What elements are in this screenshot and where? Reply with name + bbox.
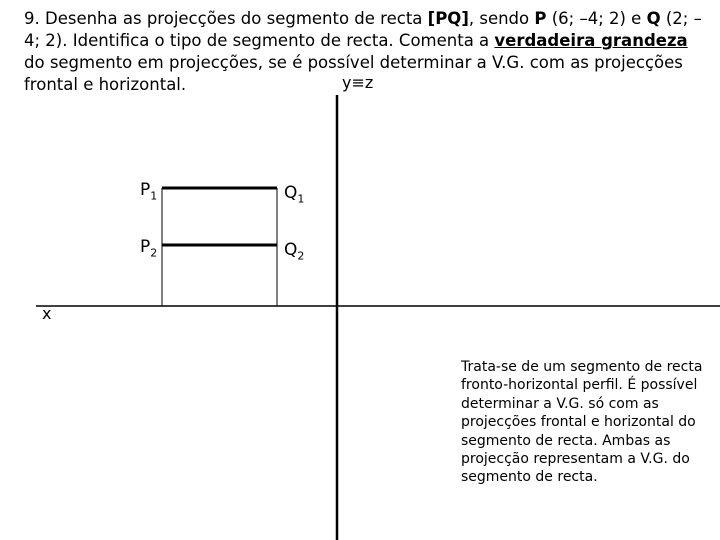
label-q2: $Q_2$	[284, 240, 305, 263]
axis-label-x: x	[42, 304, 52, 323]
segment-name: [PQ]	[427, 9, 469, 28]
axis-label-yz: y≡z	[342, 73, 374, 92]
label-p2: $P_2$	[140, 237, 158, 260]
true-size-term: verdadeira grandeza	[494, 31, 688, 50]
answer-text: Trata-se de um segmento de recta fronto-horizontal perfil. É possível determinar a V.G. só com as projecções frontal e horizontal do segmento de recta. Ambas as projecção representam a V.G. do segmento de recta.	[461, 359, 703, 486]
question-text: 9. Desenha as projecções do segmento de recta [PQ], sendo P (6; –4; 2) e Q (2; –4; 2). Identifica o tipo de segmento de recta. Comenta a verdadeira grandeza do segmento em projecções, se é possível determinar a V.G. com as projecções frontal e horizontal.	[24, 9, 702, 94]
label-q1: $Q_1$	[284, 183, 305, 206]
point-p-name: P	[534, 9, 547, 28]
question-number: 9.	[24, 9, 40, 28]
label-p1: $P_1$	[140, 180, 158, 203]
point-q-name: Q	[646, 9, 661, 28]
